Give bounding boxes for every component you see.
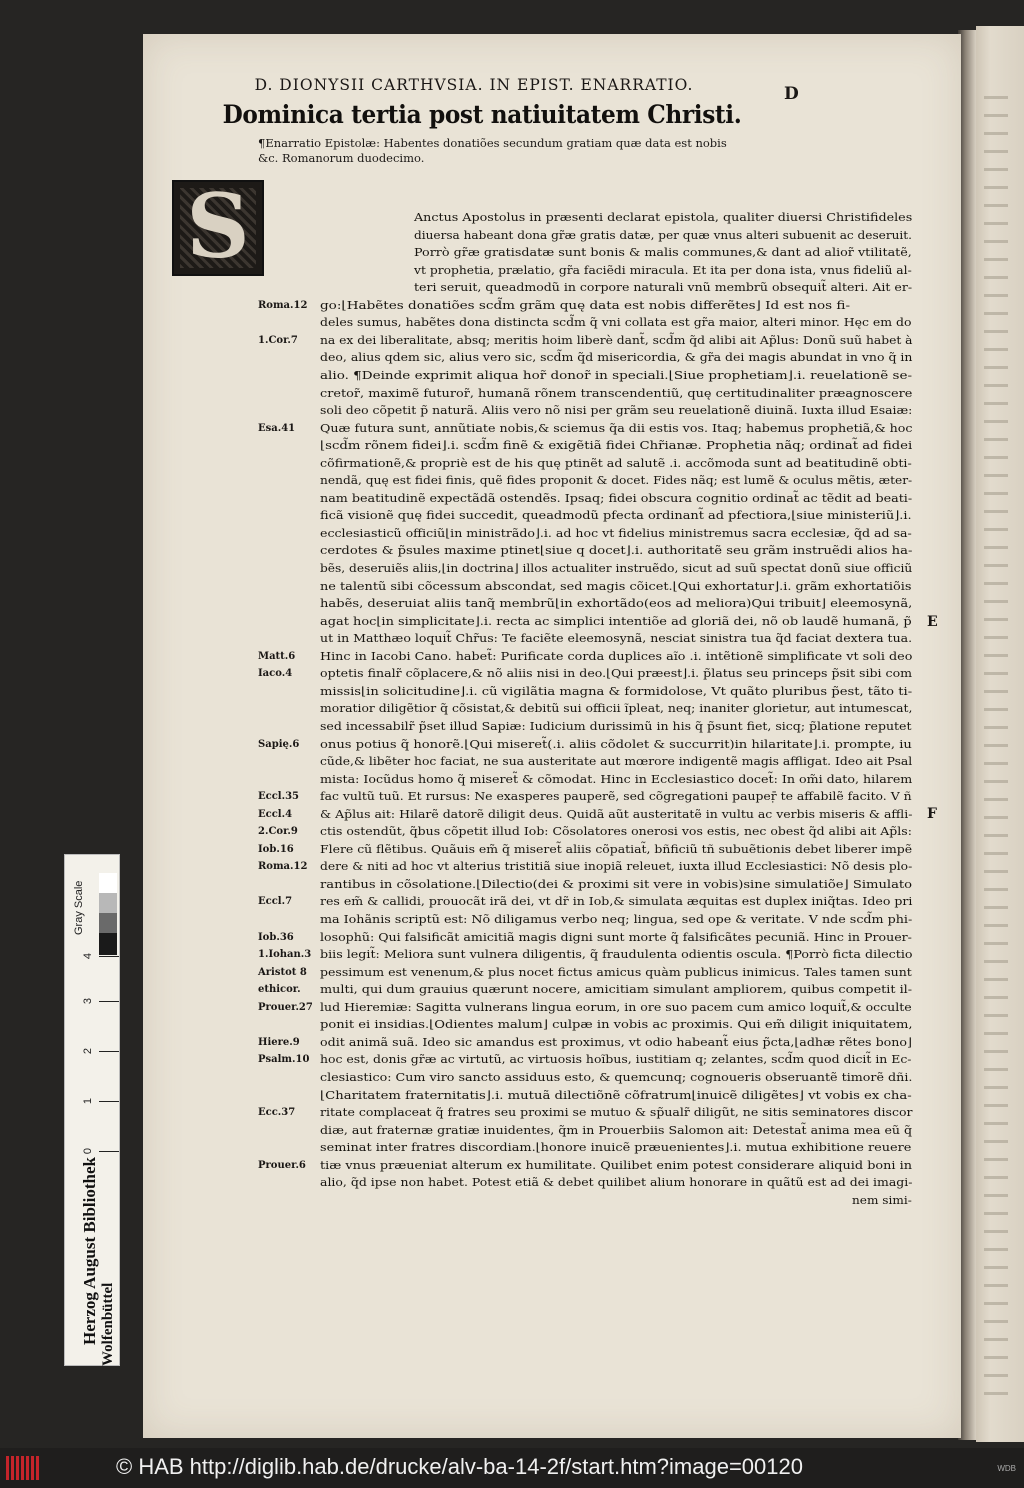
text-line: ficã visionẽ quę fidei succedit, queadmodũ pfecta ordinant̃ ad pfectiora,⌊siue ministeriũ⌋.i. [320,509,912,523]
margin-note: 1.Cor.7 [258,334,298,346]
ghost-text-line [984,762,1008,765]
ghost-text-line [984,1248,1008,1251]
ghost-text-line [984,456,1008,459]
ghost-text-line [984,690,1008,693]
margin-note: Ecc.37 [258,1107,296,1119]
ghost-text-line [984,1284,1008,1287]
text-line: dere & niti ad hoc vt alterius tristitiã siue inopiã releuet, iuxta illud Ecclesiastici: Nõ desis plo- [320,860,913,874]
swatch-mid [99,913,117,933]
scale-tick-4: 4 [82,952,95,960]
ghost-text-line [984,1176,1008,1179]
text-line: nam beatitudinẽ expectãdã ostendẽs. Ipsaq; fidei obscura cognitio ordinat̃ ac tẽdit ad beati- [320,491,913,505]
text-line: Flere cũ flẽtibus. Quãuis em̃ q̃ miseret̃ aliis cõpatiat̃, bñficiũ tñ subuẽtionis debet liberer impẽ [320,842,913,856]
running-head: D. DIONYSII CARTHVSIA. IN EPIST. ENARRATIO. [254,76,694,94]
margin-note: Sapię.6 [258,738,300,750]
ghost-text-line [984,1104,1008,1107]
scale-tick-0: 0 [82,1147,95,1155]
ghost-text-line [984,1068,1008,1071]
margin-note: Roma.12 [258,861,308,873]
ghost-text-line [984,1230,1008,1233]
ghost-text-line [984,258,1008,261]
text-line: multi, qui dum grauius quærunt nocere, amicitiam simulant ampliorem, quibus competit il- [320,983,913,997]
margin-note: Eccl.35 [258,791,299,803]
margin-note: Eccl.7 [258,896,293,908]
swatch-light [99,893,117,913]
ghost-text-line [984,420,1008,423]
text-line: deo, alius qdem sic, alius vero sic, scd̃m q̃d misericordia, & gr̃a dei magis abundat in vno q̃ in [320,351,913,365]
library-city: Wolfenbüttel [100,1282,116,1366]
ghost-text-line [984,1374,1008,1377]
ghost-text-line [984,996,1008,999]
footer-corner-mark: WDB [997,1464,1016,1473]
ghost-text-line [984,546,1008,549]
text-line: ritate complaceat q̃ fratres seu proximi se mutuo & sp̃ualr̃ diligũt, ne sitis seminatores discor [320,1106,913,1120]
text-line: onus potius q̃ honorẽ.⌊Qui miseret̃(.i. aliis cõdolet & succurrit)in hilaritate⌋.i. prompte, iu [320,737,912,751]
ghost-text-line [984,1392,1008,1395]
text-line: agat hoc⌊in simplicitate⌋.i. recta ac simplici intentiõe ad gloriã dei, nõ ob laudẽ humanã, p̃ [320,614,912,628]
page-title: Dominica tertia post natiuitatem Christi. [222,100,742,129]
ghost-text-line [984,852,1008,855]
text-line: Quæ futura sunt, annũtiate nobis,& sciemus q̃a dii estis vos. Itaq; habemus prophetiã,& hoc [320,421,913,435]
text-line: teri seruit, queadmodũ in corpore naturali vnũ membrũ obsequit̃ alteri. Ait er- [414,281,913,295]
scale-tick-mark [99,1001,119,1002]
ghost-text-line [984,978,1008,981]
text-line: Porrò gr̃æ gratisdatæ sunt bonis & malis communes,& dant ad alior̃ vtilitatẽ, [414,246,912,260]
text-line: ⌊Charitatem fraternitatis⌋.i. mutuã dilectiõnẽ cõfratrum⌊inuicẽ diligẽtes⌋ vt vobis ex cha- [320,1088,912,1102]
ghost-text-line [984,384,1008,387]
margin-note: Iaco.4 [258,668,293,680]
ghost-text-line [984,654,1008,657]
text-line: bẽs, deseruiẽs aliis,⌊in doctrina⌋ illos actualiter instruẽdo, sicut ad suũ spectat donũ siue officiũ [320,562,913,575]
ghost-text-line [984,1320,1008,1323]
ghost-text-line [984,276,1008,279]
text-line: lud Hieremiæ: Sagitta vulnerans lingua eorum, in ore suo pacem cum amico loquit̃,& occulte [320,1000,912,1014]
text-line: alio, q̃d ipse non habet. Potest etiã & debet quilibet alium honorare in quãtũ est ad dei imagi- [320,1176,913,1190]
margin-note: 2.Cor.9 [258,826,298,838]
text-line: cõfirmationẽ,& propriè est de his quę ptinẽt ad salutẽ .i. accõmoda sunt ad beatitudinẽ obti- [320,456,912,470]
ghost-text-line [984,726,1008,729]
text-line: Anctus Apostolus in præsenti declarat epistola, qualiter diuersi Christifideles [414,211,913,224]
ghost-text-line [984,1194,1008,1197]
margin-note: 1.Iohan.3 [258,949,312,961]
text-line: losophũ: Qui falsificãt amicitiã magis digni sunt morte q̃ falsificãtes pecuniã. Hinc in Prouer- [320,930,912,944]
text-line: go:⌊Habẽtes donatiões scd̃m grãm quę data est nobis differẽtes⌋ Id est nos fi- [320,298,851,312]
ghost-text-line [984,744,1008,747]
scale-tick-2: 2 [82,1047,95,1055]
text-line: optetis finalr̃ cõplacere,& nõ aliis nisi in deo.⌊Qui præest⌋.i. p̃latus seu princeps p̃sit sibi com [320,667,913,681]
margin-note: Psalm.10 [258,1054,310,1066]
ghost-text-line [984,492,1008,495]
edge-letter-f: F [927,806,937,822]
viewer-footer [0,1448,1024,1488]
ghost-text-line [984,204,1008,207]
ghost-text-line [984,1140,1008,1143]
scale-tick-1: 1 [82,1097,95,1105]
margin-note: Matt.6 [258,650,296,662]
margin-note: Iob.36 [258,931,294,943]
text-line: ne talentũ sibi cõcessum abscondat, sed magis cõicet.⌊Qui exhortatur⌋.i. grãm exhortatiõis [320,579,912,593]
ghost-text-line [984,330,1008,333]
text-line: fac vultũ tuũ. Et rursus: Ne exasperes pauperẽ, sed cõgregationi paupeṝ te affabilẽ facito. V ñ [320,790,912,804]
gray-scale-card [64,854,120,1366]
ghost-text-line [984,1302,1008,1305]
text-line: diæ, aut fraternæ gratiæ inuidentes, q̃m in Prouerbiis Salomon ait: Detestat̃ anima mea eũ q̃ [320,1123,913,1137]
ghost-text-line [984,924,1008,927]
edge-letter-e: E [927,614,938,630]
ghost-text-line [984,600,1008,603]
text-line: mista: Iocũdus homo q̃ miseret̃ & cõmodat. Hinc in Ecclesiastico docet̃: In om̃i dato, hilarem [320,772,913,786]
ghost-text-line [984,1032,1008,1035]
text-line: seminat inter fratres discordiam.⌊honore inuicẽ præuenientes⌋.i. mutua exhibitione reuere [320,1141,912,1155]
ghost-text-line [984,402,1008,405]
ghost-text-line [984,888,1008,891]
decorated-initial [172,174,264,278]
scale-tick-mark [99,1101,119,1102]
ghost-text-line [984,1086,1008,1089]
ghost-text-line [984,1122,1008,1125]
ghost-text-line [984,312,1008,315]
text-line: Hinc in Iacobi Cano. habet̃: Purificate corda duplices aĩo .i. intẽtionẽ simplificate vt soli deo [320,649,913,663]
text-line: tiæ vnus præueniat alterum ex humilitate. Quilibet enim potest considerare aliquid boni in [320,1158,912,1172]
ghost-text-line [984,1356,1008,1359]
text-line: pessimum est venenum,& plus nocet fictus amicus quàm publicus inimicus. Tales tamen sunt [320,965,912,979]
text-line: soli deo cõpetit p̃ naturã. Aliis vero nõ nisi per grãm seu reuelationẽ diuinã. Iuxta illud Esaiæ: [320,404,913,418]
ghost-text-line [984,438,1008,441]
ghost-text-line [984,834,1008,837]
initial-letter: S [186,174,250,278]
adjacent-page-edge [976,26,1024,1442]
ghost-text-line [984,114,1008,117]
text-line: hoc est, donis gr̃æ ac virtutũ, ac virtuosis hoĩbus, iustitiam q; zelantes, scd̃m quod dicit̃ in Ec- [320,1053,912,1067]
text-line: cretor̃, maximẽ futuror̃, humanã rõnem transcendentiũ, quę certitudinaliter præagnoscere [320,386,913,400]
margin-note: Roma.12 [258,299,308,311]
text-line: ma Iohãnis scriptũ est: Nõ diligamus verbo neq; lingua, sed ope & veritate. V nde scd̃m phi- [320,913,913,926]
margin-note: Prouer.6 [258,1159,306,1171]
swatch-black [99,933,117,955]
library-name: Herzog August Bibliothek [80,1157,99,1345]
text-line: sed incessabilr̃ p̃set illud Sapiæ: Iudicium durissimũ in his q̃ p̃sunt fiet, sicq; p̃latione reputet [320,719,912,733]
margin-note: Esa.41 [258,422,296,434]
ghost-text-line [984,1158,1008,1161]
text-line: rantibus in cõsolatione.⌊Dilectio(dei & proximi sit vere in vobis)sine simulatiõe⌋ Simulato [320,877,913,891]
text-line: odit animã suã. Ideo sic amandus est proximus, vt odio habeant̃ eius p̃cta,⌊adhæ rẽtes bono⌋ [320,1035,912,1049]
text-line: vt prophetia, prælatio, gr̃a faciẽdi miracula. Et ita per dona ista, vnus fideliũ al- [414,263,912,277]
source-url[interactable]: © HAB http://diglib.hab.de/drucke/alv-ba-14-2f/start.htm?image=00120 [116,1454,803,1479]
text-line: alio. ¶Deinde exprimit aliqua hor̃ donor̃ in speciali.⌊Siue prophetiam⌋.i. reuelationẽ se- [320,368,913,382]
ghost-text-line [984,528,1008,531]
ghost-text-line [984,618,1008,621]
ghost-text-line [984,1266,1008,1269]
text-line: na ex dei liberalitate, absq; meritis hoim liberè dant̃, scd̃m q̃d alibi ait Ap̃lus: Donũ suũ habet à [320,333,913,347]
text-line: ponit ei insidias.⌊Odientes malum⌋ culpæ in vobis ac proximis. Qui em̃ diligit iniquitatem, [320,1018,913,1032]
text-line: res em̃ & callidi, prouocãt irã dei, vt dr̃ in Iob,& simulata æquitas est duplex iniq̃tas. Ideo pri [320,895,913,909]
text-line: ecclesiasticũ officiũ⌊in ministrãdo⌋.i. ad hoc vt fidelius ministremus sacra ecclesiæ, q̃d ad sa- [320,526,912,540]
margin-note: Eccl.4 [258,808,293,820]
ghost-text-line [984,366,1008,369]
text-line: deles sumus, habẽtes dona distincta scd̃m q̃ vni collata est gr̃a maior, alteri minor. Hęc em do [320,316,912,330]
ghost-text-line [984,816,1008,819]
ghost-text-line [984,798,1008,801]
ghost-text-line [984,168,1008,171]
ghost-text-line [984,672,1008,675]
ghost-text-line [984,582,1008,585]
ghost-text-line [984,474,1008,477]
page-subtitle: ¶Enarratio Epistolæ: Habentes donatiões secundum gratiam quæ data est nobis &c. Romanorum duodecimo. [258,136,727,165]
margin-note: Hiere.9 [258,1036,300,1048]
scale-tick-3: 3 [82,997,95,1005]
signature-letter: D [784,84,799,104]
ghost-text-line [984,1212,1008,1215]
text-line: diuersa habeant dona gr̃æ gratis datæ, per quæ vnus alteri subuenit ac deseruit. [414,228,912,242]
ghost-text-line [984,294,1008,297]
text-line: nendã, quę est fidei finis, quẽ fides proponit & docet. Fides nãq; est lumẽ & oculus mẽtis, æter- [320,474,913,488]
text-line: habẽs, deseruiat aliis tanq̃ membrũ⌊in exhortãdo(eos ad meliora)Qui tribuit⌋ eleemosynã, [320,597,913,611]
ghost-text-line [984,510,1008,513]
text-line: missis⌊in solicitudine⌋.i. cũ vigilãtia magna & formidolose, Vt quãto pluribus p̃est, tãto ti- [320,684,913,698]
text-line: clesiastico: Cum viro sancto assiduus esto, & quemcunq; cognoueris obseruantẽ timorẽ dñi. [320,1070,913,1084]
hab-logo-icon [6,1456,40,1480]
gray-scale-label: Gray Scale [73,880,85,935]
ghost-text-line [984,222,1008,225]
swatch-white [99,873,117,893]
text-line: ut in Matthæo loquit̃ Chr̃us: Te faciẽte eleemosynã, nesciat sinistra tua q̃d faciat dextera tua. [320,632,913,646]
ghost-text-line [984,132,1008,135]
ghost-text-line [984,1050,1008,1053]
ghost-text-line [984,1014,1008,1017]
text-line: biis legit̃: Meliora sunt vulnera diligentis, q̃ fraudulenta odientis oscula. ¶Porrò ficta dilectio [320,948,913,962]
ghost-text-line [984,780,1008,783]
text-line: cũde,& libẽter hoc faciat, ne sua austeritate aut mœrore indigentẽ magis affligat. Ideo ait Psal [320,755,913,769]
text-line: ctis ostendũt, q̃bus cõpetit illud Iob: Cõsolatores onerosi vos estis, nec obest q̃d alibi ait Ap̃ls: [320,825,912,839]
scale-tick-mark [99,1051,119,1052]
text-line: ⌊scd̃m rõnem fidei⌋.i. scd̃m finẽ & exigẽtiã fidei Chr̃ianæ. Prophetia nãq; ordinat̃ ad fidei [320,439,913,453]
ghost-text-line [984,348,1008,351]
book-page [143,34,961,1438]
margin-note: Iob.16 [258,843,294,855]
ghost-text-line [984,942,1008,945]
ghost-text-line [984,960,1008,963]
text-line: & Ap̃lus ait: Hilarẽ datorẽ diligit deus. Quidã aũt austeritatẽ in vultu ac verbis miseris & affli- [320,807,913,821]
ghost-text-line [984,1338,1008,1341]
ghost-text-line [984,240,1008,243]
ghost-text-line [984,564,1008,567]
ghost-text-line [984,636,1008,639]
ghost-text-line [984,708,1008,711]
ghost-text-line [984,870,1008,873]
text-line: moratior diligẽtior q̃ cõsistat,& debitũ sui officii ĩpleat, neq; inaniter glorietur, aut intumescat, [320,702,913,716]
ghost-text-line [984,186,1008,189]
margin-note: Prouer.27 [258,1001,313,1013]
scale-tick-mark [99,956,119,957]
margin-note: Aristot 8 [258,966,307,978]
text-line: cerdotes & p̃sules maxime ptinet⌊siue q docet⌋.i. authoritatẽ seu grãm instruẽdi alios ha- [320,544,913,558]
text-line: nem simi- [852,1193,912,1207]
margin-note: ethicor. [258,984,301,996]
ghost-text-line [984,906,1008,909]
ghost-text-line [984,96,1008,99]
scale-tick-mark [99,1151,119,1152]
ghost-text-line [984,150,1008,153]
